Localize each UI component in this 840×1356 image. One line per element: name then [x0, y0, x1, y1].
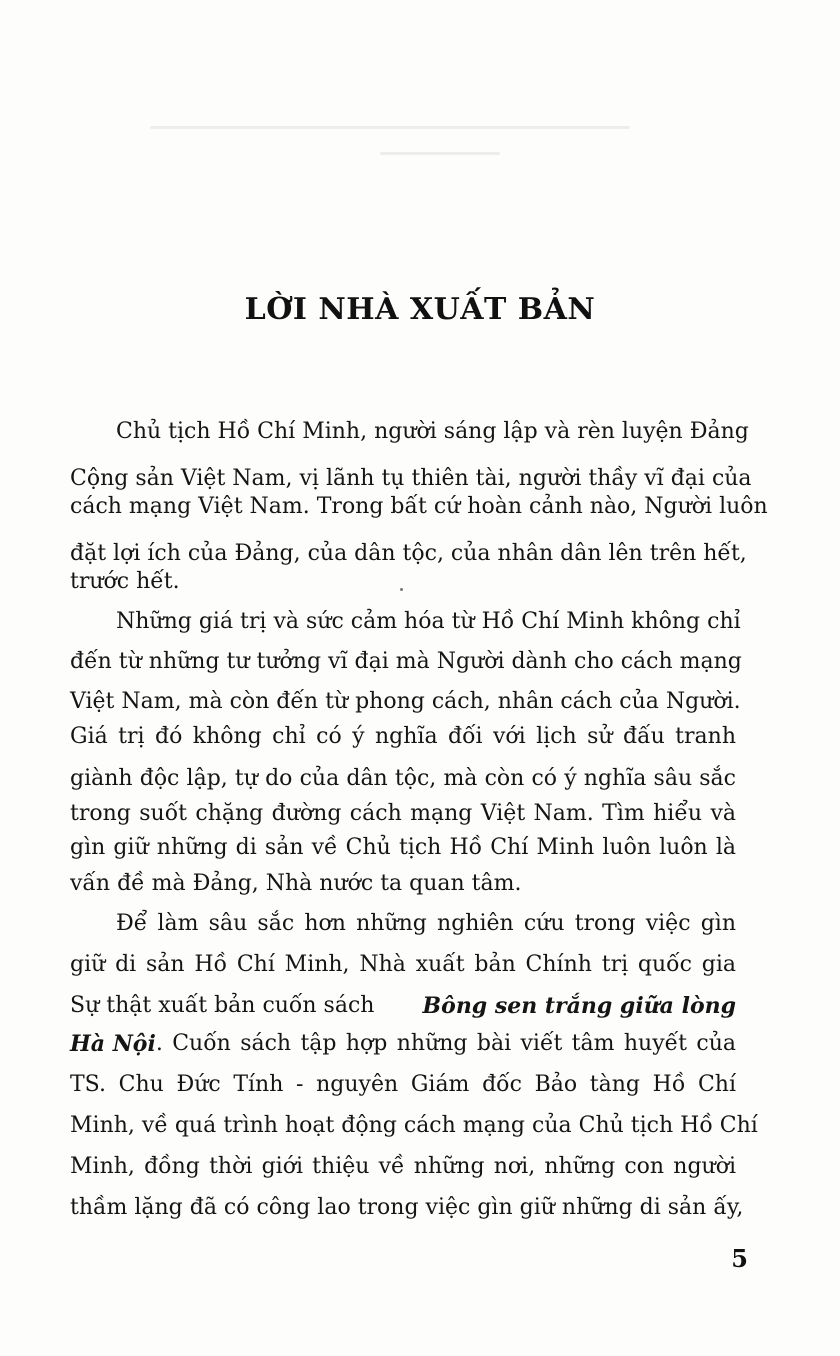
page-number: 5: [731, 1244, 748, 1273]
page-title: LỜI NHÀ XUẤT BẢN: [244, 292, 596, 327]
text-line: thầm lặng đã có công lao trong việc gìn giữ những di sản ấy,: [70, 1195, 744, 1220]
show-through-line: [380, 152, 500, 155]
text-line: Cộng sản Việt Nam, vị lãnh tụ thiên tài, người thầy vĩ đại của: [70, 466, 752, 491]
text-line: đến từ những tư tưởng vĩ đại mà Người dành cho cách mạng: [70, 649, 742, 674]
book-title-part: Bông sen trắng giữa lòng: [422, 993, 736, 1019]
text-line: TS. Chu Đức Tính - nguyên Giám đốc Bảo tàng Hồ Chí: [70, 1072, 736, 1097]
text-line: Việt Nam, mà còn đến từ phong cách, nhân cách của Người.: [70, 689, 741, 714]
text-line-with-book-title: [70, 1022, 736, 1066]
text-line: giành độc lập, tự do của dân tộc, mà còn có ý nghĩa sâu sắc: [70, 766, 736, 791]
text-line: giữ di sản Hồ Chí Minh, Nhà xuất bản Chính trị quốc gia: [70, 952, 736, 977]
text-segment: Sự thật xuất bản cuốn sách: [70, 993, 375, 1018]
text-line: gìn giữ những di sản về Chủ tịch Hồ Chí Minh luôn luôn là: [70, 835, 736, 860]
text-segment: . Cuốn sách tập hợp những bài viết tâm huyết của: [155, 1031, 736, 1056]
text-line: Minh, về quá trình hoạt động cách mạng của Chủ tịch Hồ Chí: [70, 1113, 758, 1138]
text-line: trong suốt chặng đường cách mạng Việt Nam. Tìm hiểu và: [70, 801, 736, 826]
show-through-line: [150, 126, 630, 129]
text-line: Để làm sâu sắc hơn những nghiên cứu trong việc gìn: [116, 911, 736, 936]
book-title-part: Hà Nội: [70, 1031, 156, 1057]
text-line: đặt lợi ích của Đảng, của dân tộc, của nhân dân lên trên hết,: [70, 541, 747, 566]
text-line: cách mạng Việt Nam. Trong bất cứ hoàn cảnh nào, Người luôn: [70, 494, 768, 519]
text-line: trước hết.: [70, 569, 180, 594]
text-line: Minh, đồng thời giới thiệu về những nơi, những con người: [70, 1154, 736, 1179]
text-line: Giá trị đó không chỉ có ý nghĩa đối với lịch sử đấu tranh: [70, 724, 736, 749]
text-line: vấn đề mà Đảng, Nhà nước ta quan tâm.: [70, 871, 522, 896]
text-line: Chủ tịch Hồ Chí Minh, người sáng lập và rèn luyện Đảng: [116, 419, 749, 444]
print-speck: [400, 588, 403, 591]
text-line: Những giá trị và sức cảm hóa từ Hồ Chí Minh không chỉ: [116, 609, 741, 634]
